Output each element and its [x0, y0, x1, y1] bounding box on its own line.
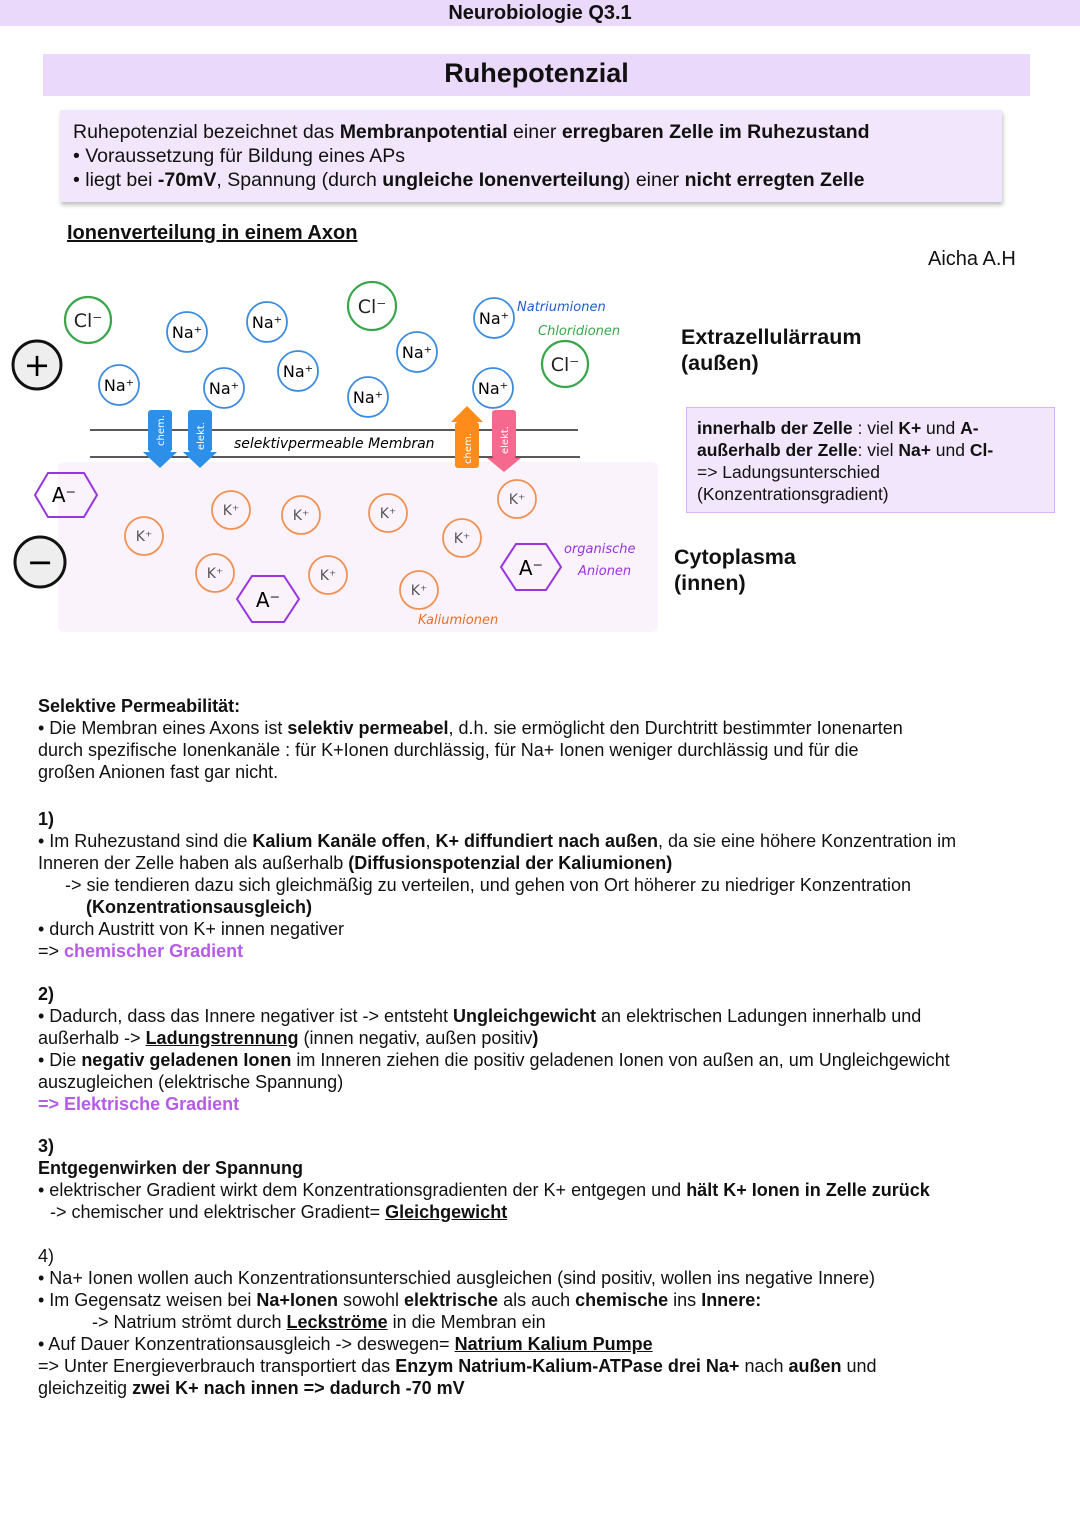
na-ion	[99, 365, 139, 405]
cl-ion	[348, 282, 396, 330]
text-run: Na+Ionen	[256, 1290, 338, 1310]
axon-ion-diagram	[0, 270, 670, 640]
legend-natriumionen: Natriumionen	[517, 300, 606, 315]
svg-text:Na⁺: Na⁺	[282, 362, 314, 381]
text-run: als auch	[498, 1290, 576, 1310]
svg-text:K⁺: K⁺	[135, 529, 153, 545]
text-run: : viel	[852, 418, 899, 438]
legend-anionen: Anionen	[578, 564, 632, 579]
text-run: Inneren der Zelle haben als außerhalb	[38, 853, 349, 873]
text-run: , Spannung (durch	[216, 169, 383, 191]
text-run: elektrische	[404, 1290, 499, 1310]
na-ion	[247, 302, 287, 342]
text-run: , da sie eine höhere Konzentration im	[657, 831, 957, 851]
definition-line-3	[73, 169, 865, 192]
svg-text:Cl⁻: Cl⁻	[357, 296, 387, 318]
svg-text:K⁺: K⁺	[379, 506, 397, 522]
text-run: (Konzentrationsgradient)	[697, 484, 889, 504]
sp-title: Selektive Permeabilität:	[38, 696, 241, 716]
text-run: -> chemischer und elektrischer Gradient=	[50, 1202, 386, 1222]
text-run: außen	[788, 1356, 842, 1376]
svg-text:+: +	[23, 346, 51, 384]
text-run: : viel	[857, 440, 899, 460]
text-run: => Ladungsunterschied	[697, 462, 880, 482]
negative-charge-icon	[15, 537, 65, 587]
na-ion	[204, 368, 244, 408]
text-run: (Diffusionspotenzial der Kaliumionen)	[348, 853, 673, 873]
text-run: A-	[960, 418, 979, 438]
na-ion	[167, 312, 207, 352]
text-run: außerhalb der Zelle	[697, 440, 858, 460]
svg-text:Na⁺: Na⁺	[251, 313, 283, 332]
cl-ion	[65, 297, 111, 343]
text-run: (Konzentrationsausgleich)	[86, 897, 313, 917]
text-run: • liegt bei	[73, 169, 158, 191]
text-run: erregbaren Zelle im Ruhezustand	[561, 121, 870, 143]
text-run: Ladungstrennung	[145, 1028, 299, 1048]
na-ion	[278, 351, 318, 391]
selective-permeability-section	[38, 695, 1048, 783]
text-run: • Dadurch, dass das Innere negativer ist -> entsteht	[38, 1006, 454, 1026]
svg-text:K⁺: K⁺	[410, 583, 428, 599]
text-run: und	[930, 440, 970, 460]
text-run: chemische	[575, 1290, 669, 1310]
na-channel-chem-arrow	[451, 406, 483, 468]
text-run: hält K+ Ionen in Zelle zurück	[686, 1180, 930, 1200]
text-run: außerhalb ->	[38, 1028, 146, 1048]
text-run: Innere:	[701, 1290, 762, 1310]
svg-text:K⁺: K⁺	[292, 508, 310, 524]
text-run: in die Membran ein	[387, 1312, 546, 1332]
svg-text:Na⁺: Na⁺	[401, 343, 433, 362]
text-run: Kalium Kanäle offen	[252, 831, 426, 851]
point-number: 4)	[38, 1246, 55, 1266]
text-run: ins	[668, 1290, 702, 1310]
cellbox-line-1	[697, 417, 1044, 439]
text-run: , d.h. sie ermöglicht den Durchtritt bestimmter Ionenarten	[448, 718, 903, 738]
text-run: K+ diffundiert nach außen	[435, 831, 658, 851]
text-run: -70mV	[157, 169, 217, 191]
text-run: • Na+ Ionen wollen auch Konzentrationsunterschied ausgleichen (sind positiv, wollen ins negative Innere)	[38, 1268, 875, 1288]
text-run: Ungleichgewicht	[453, 1006, 597, 1026]
text-run: => Unter Energieverbrauch transportiert das	[38, 1356, 396, 1376]
text-run: (innen negativ, außen positiv	[298, 1028, 533, 1048]
svg-text:Na⁺: Na⁺	[103, 376, 135, 395]
text-run: • Im Ruhezustand sind die	[38, 831, 253, 851]
cellbox-line-2	[697, 439, 1044, 461]
text-run: innerhalb der Zelle	[697, 418, 853, 438]
point-4-section	[38, 1245, 1048, 1399]
svg-text:Na⁺: Na⁺	[478, 309, 510, 328]
svg-text:Na⁺: Na⁺	[477, 379, 509, 398]
text-run: ) einer	[623, 169, 685, 191]
text-run: einer	[507, 121, 562, 143]
text-run: und	[841, 1356, 877, 1376]
text-run: zwei K+ nach innen => dadurch -70 mV	[132, 1378, 465, 1398]
text-run: • Auf Dauer Konzentrationsausgleich -> deswegen=	[38, 1334, 455, 1354]
text-run: )	[532, 1028, 539, 1048]
text-run: nicht erregten Zelle	[684, 169, 865, 191]
legend-organische: organische	[564, 542, 636, 557]
svg-text:K⁺: K⁺	[508, 492, 526, 508]
svg-text:Na⁺: Na⁺	[171, 323, 203, 342]
text-run: Cl-	[969, 440, 994, 460]
extracellular-label: Extrazellulärraum (außen)	[681, 325, 862, 375]
text-run: im Inneren ziehen die positiv geladenen Ionen von außen an, um Ungleichgewicht	[291, 1050, 950, 1070]
na-ion	[397, 332, 437, 372]
point-3-section	[38, 1135, 1048, 1223]
definition-line-1	[73, 121, 870, 144]
k-channel-chem-arrow	[143, 410, 177, 468]
svg-text:A⁻: A⁻	[51, 483, 77, 507]
na-ion	[473, 368, 513, 408]
text-run: und	[921, 418, 961, 438]
svg-text:Cl⁻: Cl⁻	[73, 310, 103, 332]
text-run: durch spezifische Ionenkanäle : für K+Ionen durchlässig, für Na+ Ionen weniger durchlässig und für die	[38, 740, 859, 760]
text-run: nach	[739, 1356, 789, 1376]
sp-line	[38, 717, 1048, 739]
text-run: • Die	[38, 1050, 82, 1070]
text-run: sowohl	[337, 1290, 404, 1310]
text-run: Ruhepotenzial bezeichnet das	[73, 121, 340, 143]
text-run: auszugleichen (elektrische Spannung)	[38, 1072, 344, 1092]
text-run: -> Natrium strömt durch	[92, 1312, 287, 1332]
text-run: -> sie tendieren dazu sich gleichmäßig zu verteilen, und gehen von Ort höherer zu niedriger Konzentration	[65, 875, 911, 895]
text-run: Na+	[898, 440, 931, 460]
svg-text:Na⁺: Na⁺	[352, 388, 384, 407]
text-run: • elektrischer Gradient wirkt dem Konzentrationsgradienten der K+ entgegen und	[38, 1180, 687, 1200]
point-number: 1)	[38, 809, 55, 829]
positive-charge-icon	[13, 341, 61, 389]
text-run: ,	[425, 831, 436, 851]
text-run: • Voraussetzung für Bildung eines APs	[73, 145, 406, 167]
text-run: Enzym Natrium-Kalium-ATPase drei Na+	[395, 1356, 740, 1376]
text-run: selektiv permeabel	[287, 718, 449, 738]
svg-text:K⁺: K⁺	[222, 503, 240, 519]
svg-text:A⁻: A⁻	[255, 588, 281, 612]
svg-text:K⁺: K⁺	[453, 531, 471, 547]
channel-label-elekt-2: elekt.	[500, 426, 511, 454]
text-run: negativ geladenen Ionen	[81, 1050, 292, 1070]
legend-kaliumionen: Kaliumionen	[418, 613, 499, 628]
cellbox-line-3	[697, 461, 1044, 483]
point-2-section	[38, 983, 1048, 1115]
text-run: Membranpotential	[339, 121, 508, 143]
cl-ion	[542, 341, 588, 387]
svg-text:A⁻: A⁻	[518, 556, 544, 580]
text-run: an elektrischen Ladungen innerhalb und	[596, 1006, 922, 1026]
text-run: Leckströme	[286, 1312, 388, 1332]
channel-label-chem-1: chem.	[156, 415, 167, 446]
point-1-section: 1) • Im Ruhezustand sind die Kalium Kanäle offen, K+ diffundiert nach außen, da sie eine höhere Konzentration im Inneren der Zelle haben als außerhalb (Diffusionspotenzial der Kaliumionen) -> sie tendieren dazu sich gleichmäßig zu verteilen, und gehen von Ort höherer zu niedriger Konzentration (Konzentrationsausgleich) • durch Austritt von K+ innen negativer => chemischer Gradient	[38, 809, 957, 961]
svg-text:K⁺: K⁺	[319, 568, 337, 584]
text-run: • Im Gegensatz weisen bei	[38, 1290, 257, 1310]
section-title-ion-distribution: Ionenverteilung in einem Axon	[67, 222, 358, 244]
point-number: 2)	[38, 984, 55, 1004]
page-title: Ruhepotenzial	[444, 58, 629, 88]
cytoplasm-label: Cytoplasma (innen)	[674, 545, 796, 595]
text-run: ungleiche Ionenverteilung	[382, 169, 624, 191]
cellbox-line-4	[697, 483, 1044, 505]
text-run: gleichzeitig	[38, 1378, 133, 1398]
point-3-title: Entgegenwirken der Spannung	[38, 1158, 304, 1178]
channel-label-chem-2: chem.	[463, 433, 474, 464]
svg-text:K⁺: K⁺	[206, 566, 224, 582]
na-ion	[474, 298, 514, 338]
k-channel-elekt-arrow	[183, 410, 217, 468]
chemical-gradient-label: chemischer Gradient	[64, 941, 244, 961]
text-run: K+	[898, 418, 922, 438]
text-run: Gleichgewicht	[385, 1202, 508, 1222]
text-run: • Die Membran eines Axons ist	[38, 718, 288, 738]
electrical-gradient-label: => Elektrische Gradient	[38, 1094, 240, 1114]
text-run: großen Anionen fast gar nicht.	[38, 762, 279, 782]
na-ion	[348, 377, 388, 417]
sp-line	[38, 761, 1048, 783]
definition-line-2	[73, 145, 405, 168]
point-number: 3)	[38, 1136, 55, 1156]
membrane-label: selektivpermeable Membran	[234, 436, 435, 452]
ion-concentration-box	[686, 407, 1055, 513]
text-run: Natrium Kalium Pumpe	[454, 1334, 653, 1354]
course-title: Neurobiologie Q3.1	[448, 2, 632, 24]
svg-text:Na⁺: Na⁺	[208, 379, 240, 398]
legend-chloridionen: Chloridionen	[538, 324, 621, 339]
svg-text:Cl⁻: Cl⁻	[550, 354, 580, 376]
svg-text:−: −	[26, 543, 54, 581]
author-name: Aicha A.H	[928, 248, 1016, 270]
channel-label-elekt-1: elekt.	[196, 422, 207, 450]
sp-line	[38, 739, 1048, 761]
